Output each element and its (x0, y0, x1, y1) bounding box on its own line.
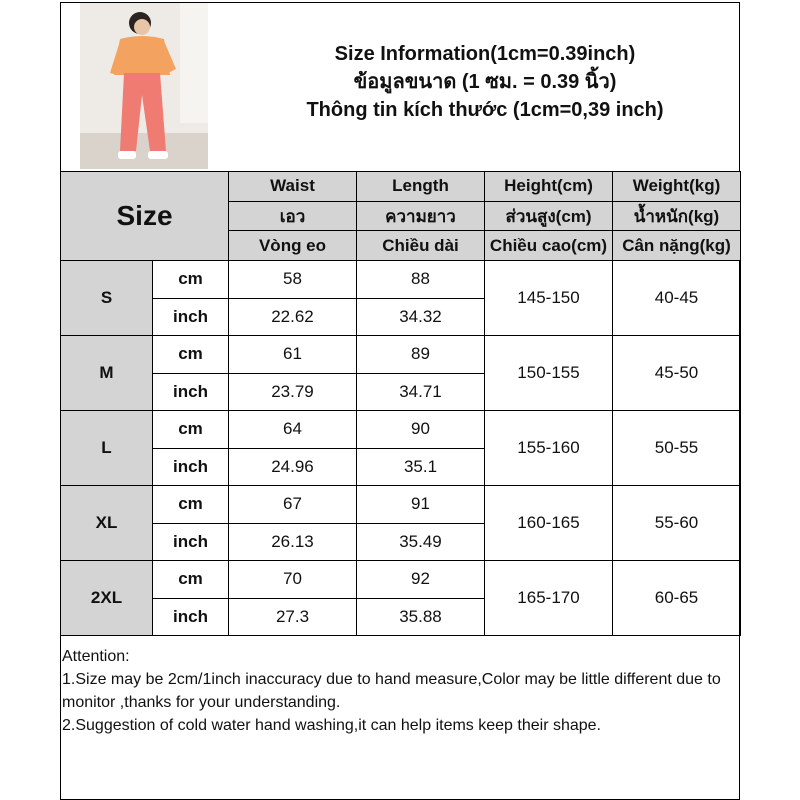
size-label-xl: XL (61, 486, 153, 561)
weight-range: 40-45 (613, 261, 741, 336)
length-inch-value: 34.71 (357, 373, 485, 411)
unit-inch: inch (153, 523, 229, 561)
attention-notes (62, 645, 732, 737)
size-label-2xl: 2XL (61, 561, 153, 636)
waist-inch-value: 27.3 (229, 598, 357, 636)
size-info-header (230, 40, 740, 124)
col-weight-th: น้ำหนัก(kg) (613, 201, 741, 231)
waist-inch-value: 22.62 (229, 298, 357, 336)
weight-range: 55-60 (613, 486, 741, 561)
length-cm-value: 91 (357, 486, 485, 524)
length-cm-value: 90 (357, 411, 485, 449)
length-inch-value: 35.1 (357, 448, 485, 486)
header-title-english: Size Information(1cm=0.39inch) (334, 43, 636, 65)
unit-cm: cm (153, 411, 229, 449)
attention-title: Attention: (62, 648, 130, 665)
waist-inch-value: 26.13 (229, 523, 357, 561)
waist-cm-value: 61 (229, 336, 357, 374)
col-weight-vi: Cân nặng(kg) (613, 231, 741, 261)
height-range: 155-160 (485, 411, 613, 486)
unit-inch: inch (153, 598, 229, 636)
col-weight-en: Weight(kg) (613, 172, 741, 202)
col-length-en: Length (357, 172, 485, 202)
col-length-th: ความยาว (357, 201, 485, 231)
unit-cm: cm (153, 486, 229, 524)
col-height-vi: Chiều cao(cm) (485, 231, 613, 261)
height-range: 150-155 (485, 336, 613, 411)
height-range: 160-165 (485, 486, 613, 561)
length-cm-value: 89 (357, 336, 485, 374)
length-inch-value: 35.88 (357, 598, 485, 636)
height-range: 145-150 (485, 261, 613, 336)
waist-cm-value: 70 (229, 561, 357, 599)
header-title-thai: ข้อมูลขนาด (1 ซม. = 0.39 นิ้ว) (353, 71, 617, 93)
col-height-th: ส่วนสูง(cm) (485, 201, 613, 231)
length-inch-value: 34.32 (357, 298, 485, 336)
col-waist-en: Waist (229, 172, 357, 202)
unit-cm: cm (153, 561, 229, 599)
weight-range: 60-65 (613, 561, 741, 636)
col-waist-vi: Vòng eo (229, 231, 357, 261)
col-waist-th: เอว (229, 201, 357, 231)
waist-cm-value: 67 (229, 486, 357, 524)
height-range: 165-170 (485, 561, 613, 636)
waist-cm-value: 58 (229, 261, 357, 299)
unit-inch: inch (153, 298, 229, 336)
unit-inch: inch (153, 448, 229, 486)
unit-inch: inch (153, 373, 229, 411)
col-height-en: Height(cm) (485, 172, 613, 202)
size-table (60, 171, 741, 636)
size-label-m: M (61, 336, 153, 411)
size-header-cell: Size (61, 172, 229, 261)
size-label-s: S (61, 261, 153, 336)
col-length-vi: Chiều dài (357, 231, 485, 261)
waist-inch-value: 24.96 (229, 448, 357, 486)
header-title-vietnamese: Thông tin kích thước (1cm=0,39 inch) (306, 99, 664, 121)
length-cm-value: 88 (357, 261, 485, 299)
product-photo (80, 3, 208, 169)
unit-cm: cm (153, 261, 229, 299)
waist-cm-value: 64 (229, 411, 357, 449)
attention-note-1: 1.Size may be 2cm/1inch inaccuracy due to hand measure,Color may be little different due to monitor ,thanks for your understanding. (62, 671, 721, 711)
weight-range: 50-55 (613, 411, 741, 486)
attention-note-2: 2.Suggestion of cold water hand washing,it can help items keep their shape. (62, 717, 601, 734)
unit-cm: cm (153, 336, 229, 374)
waist-inch-value: 23.79 (229, 373, 357, 411)
weight-range: 45-50 (613, 336, 741, 411)
length-cm-value: 92 (357, 561, 485, 599)
size-label-l: L (61, 411, 153, 486)
length-inch-value: 35.49 (357, 523, 485, 561)
